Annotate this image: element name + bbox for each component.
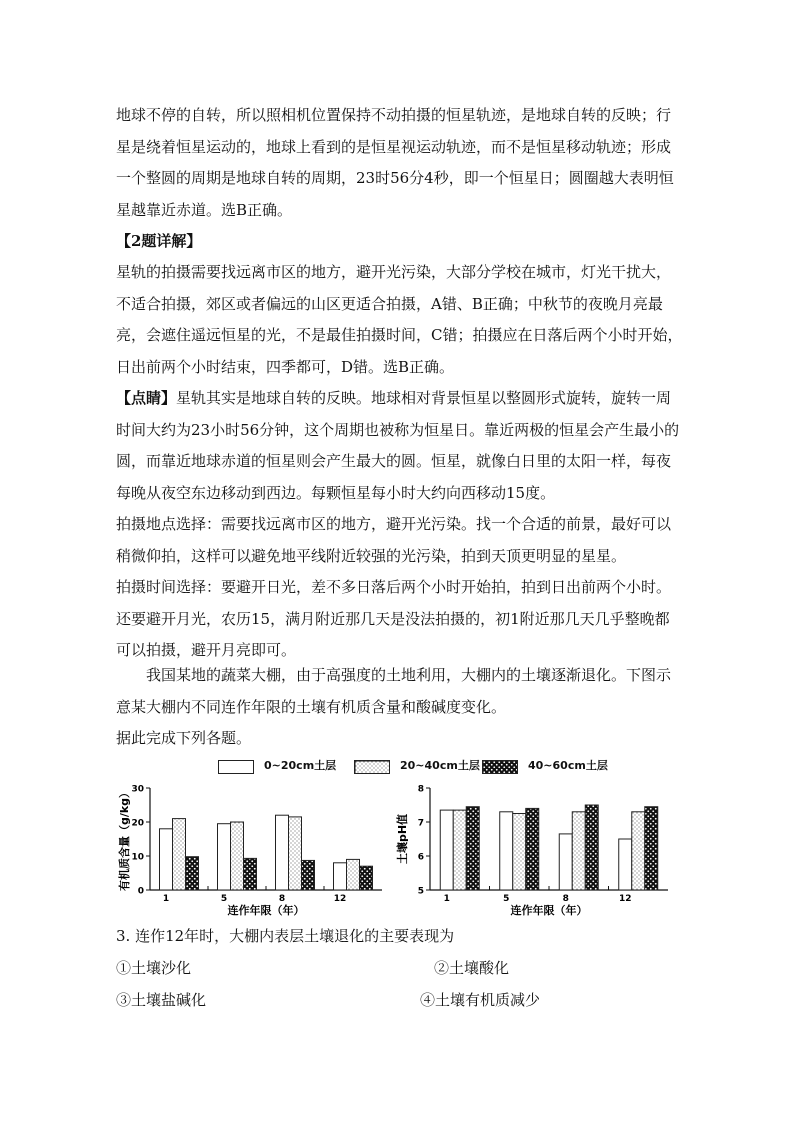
bar	[559, 834, 572, 890]
heading-q2-explanation: 【2题详解】	[116, 232, 202, 250]
bar	[645, 807, 658, 890]
chart-legend	[218, 756, 618, 778]
bar	[513, 814, 526, 891]
bar	[186, 857, 199, 890]
x-tick-label: 5	[220, 894, 228, 904]
bar	[500, 812, 513, 890]
bar	[572, 812, 585, 890]
paragraph-shooting-time: 拍摄时间选择：要避开日光，差不多日落后两个小时开始拍，拍到日出前两个小时。还要避开月光，农历15，满月附近那几天是没法拍摄的，初1附近那几天几乎整晚都可以拍摄，避开月亮即可。	[116, 578, 672, 659]
key-points-label: 【点睛】	[116, 389, 177, 407]
bar	[466, 807, 479, 890]
bar	[218, 824, 231, 890]
y-axis-label: 有机质含量（g/kg）	[118, 786, 131, 892]
y-axis-label: 土壤pH值	[396, 813, 409, 865]
x-tick-label: 1	[162, 894, 170, 904]
organic-matter-chart	[116, 780, 386, 920]
legend-label: 20~40cm土层	[400, 759, 480, 772]
paragraph-instruction: 据此完成下列各题。	[116, 729, 252, 747]
soil-ph-chart	[392, 780, 672, 920]
option-2: ②土壤酸化	[434, 959, 510, 977]
bar	[244, 858, 257, 890]
legend-swatch-dotted	[354, 760, 390, 774]
question-3: 3. 连作12年时，大棚内表层土壤退化的主要表现为	[116, 927, 455, 945]
y-tick-label: 20	[131, 818, 144, 829]
y-tick-label: 6	[417, 852, 424, 863]
paragraph-key-points	[116, 383, 684, 509]
paragraph-shooting-location: 拍摄地点选择：需要找远离市区的地方，避开光污染。找一个合适的前景，最好可以稍微仰拍，这样可以避免地平线附近较强的光污染，拍到天顶更明显的星星。	[116, 515, 672, 565]
x-tick-label: 1	[443, 894, 450, 904]
x-axis-label: 连作年限（年）	[227, 904, 305, 917]
option-4: ④土壤有机质减少	[420, 991, 541, 1009]
bar	[453, 810, 466, 890]
bar	[289, 817, 302, 890]
x-tick-label: 8	[562, 894, 569, 904]
bar	[526, 808, 539, 890]
bar	[173, 819, 186, 890]
bar	[585, 805, 598, 890]
bar	[440, 810, 453, 890]
option-3: ③土壤盐碱化	[116, 991, 207, 1009]
bar	[619, 839, 632, 890]
y-tick-label: 0	[137, 886, 144, 897]
x-tick-label: 12	[333, 894, 347, 904]
bar	[360, 866, 373, 890]
x-tick-label: 8	[278, 894, 286, 904]
y-tick-label: 7	[417, 818, 424, 829]
bar	[231, 822, 244, 890]
option-1: ①土壤沙化	[116, 959, 192, 977]
legend-label: 0~20cm土层	[264, 759, 337, 772]
x-tick-label: 5	[503, 894, 510, 904]
x-axis-label: 连作年限（年）	[510, 904, 588, 917]
y-tick-label: 5	[417, 886, 424, 897]
bar	[276, 815, 289, 890]
paragraph-star-trails-answer: 地球不停的自转，所以照相机位置保持不动拍摄的恒星轨迹，是地球自转的反映；行星是绕着恒星运动的，地球上看到的是恒星视运动轨迹，而不是恒星移动轨迹；形成一个整圆的周期是地球自转的周期，23时56分4秒，即一个恒星日；圆圈越大表明恒星越靠近赤道。选B正确。	[116, 106, 674, 219]
y-tick-label: 30	[131, 784, 144, 795]
paragraph-greenhouse-intro: 我国某地的蔬菜大棚，由于高强度的土地利用，大棚内的土壤逐渐退化。下图示意某大棚内不同连作年限的土壤有机质含量和酸碱度变化。	[116, 666, 672, 716]
bar	[632, 812, 645, 890]
bar	[160, 829, 173, 890]
bar	[347, 859, 360, 890]
legend-label: 40~60cm土层	[528, 759, 608, 772]
y-tick-label: 8	[417, 784, 424, 795]
legend-swatch-dense	[482, 760, 518, 774]
legend-swatch-white	[218, 760, 254, 774]
bar	[302, 860, 315, 890]
x-tick-label: 12	[618, 894, 632, 904]
key-points-text: 星轨其实是地球自转的反映。地球相对背景恒星以整圆形式旋转，旋转一周时间大约为23小时56分钟，这个周期也被称为恒星日。靠近两极的恒星会产生最小的圆，而靠近地球赤道的恒星则会产生最大的圆。恒星，就像白日里的太阳一样，每夜每晚从夜空东边移动到西边。每颗恒星每小时大约向西移动15度。	[116, 389, 680, 502]
paragraph-q2-explanation: 星轨的拍摄需要找远离市区的地方，避开光污染，大部分学校在城市，灯光干扰大，不适合拍摄，郊区或者偏远的山区更适合拍摄，A错、B正确；中秋节的夜晚月亮最亮，会遮住遥远恒星的光，不是最佳拍摄时间，C错；拍摄应在日落后两个小时开始，日出前两个小时结束，四季都可，D错。选B正确。	[116, 263, 683, 376]
y-tick-label: 10	[131, 852, 144, 863]
bar	[334, 863, 347, 890]
